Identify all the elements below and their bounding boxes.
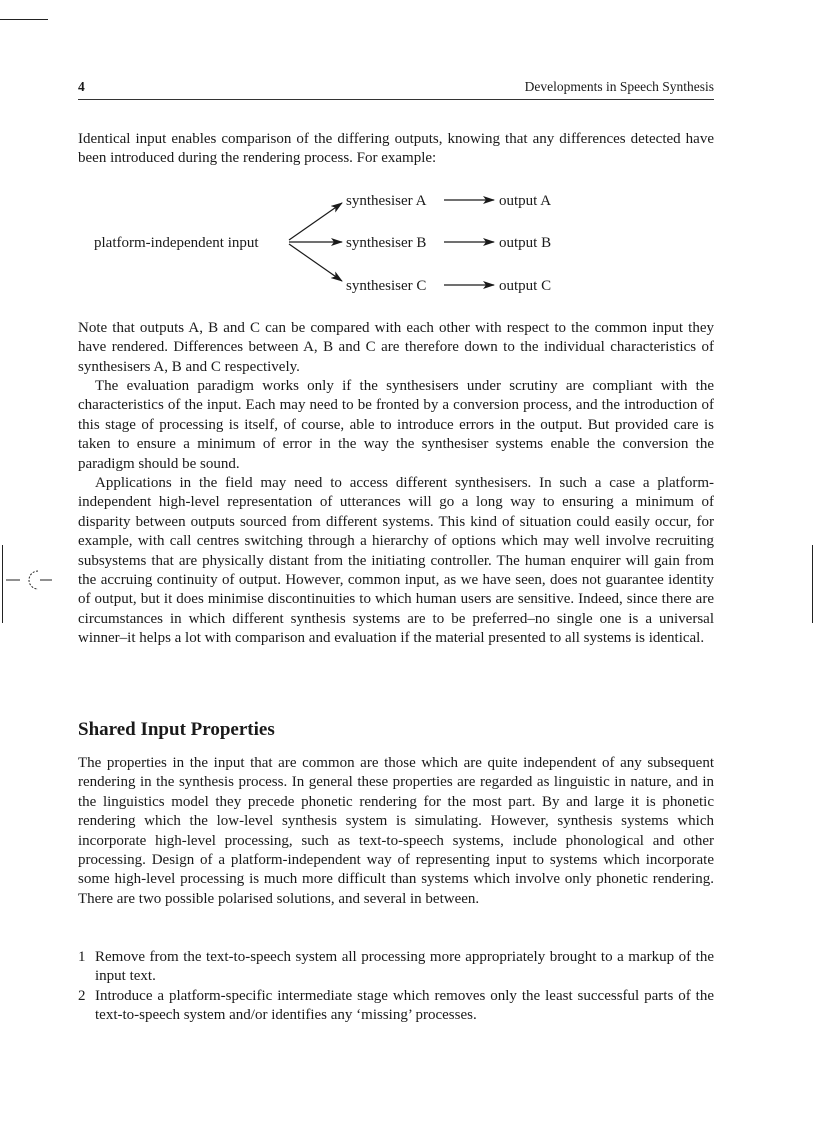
- synthesiser-a-label: synthesiser A: [346, 193, 427, 209]
- body-paragraph-3: Applications in the field may need to access different synthesisers. In such a case a platform-independent high-level representation of utterances will go a long way to ensuring a minimum of disparity between outputs sourced from different systems. This kind of situation could easily occur, for example, with call centres switching through a hierarchy of options which may well involve recruiting subsystems that are physically distant from the initiating controller. The human enquirer will gain from the accruing continuity of output. However, common input, as we have seen, does not guarantee identity of output, but it does minimise discontinuities to which human users are sensitive. Indeed, since there are circumstances in which different synthesis systems are to be preferred–no single one is a universal winner–it helps a lot with comparison and evaluation if the material presented to all systems is identical.: [78, 475, 714, 647]
- fan-arrow-c: [289, 244, 342, 281]
- section-paragraph: The properties in the input that are common are those which are quite independent of any subsequent rendering in the synthesis process. In general these properties are regarded as linguistic in nature, and in the linguistics model they precede phonetic rendering for the most part. By and large it is phonetic rendering which the low-level synthesis system is simulating. However, synthesis systems which incorporate high-level processing, such as text-to-speech systems, include phonological and other processing. Design of a platform-independent way of representing input to systems which incorporate some high-level processing is much more difficult than systems which involve only phonetic rendering. There are two possible polarised solutions, and several in between.: [78, 755, 714, 907]
- intro-paragraph: Identical input enables comparison of the differing outputs, knowing that any differences detected have been introduced during the rendering process. For example:: [78, 131, 714, 167]
- output-c-label: output C: [499, 278, 552, 294]
- output-b-label: output B: [499, 235, 552, 251]
- fan-arrow-a: [289, 203, 342, 240]
- crop-mark-left-vertical: [2, 545, 3, 623]
- list-number: 2: [78, 988, 86, 1004]
- list-item-1: [78, 948, 714, 987]
- registration-mark: [6, 568, 52, 594]
- page-number: 4: [78, 79, 85, 94]
- output-a-label: output A: [499, 193, 552, 209]
- list-number: 1: [78, 949, 86, 965]
- body-paragraph-1: Note that outputs A, B and C can be compared with each other with respect to the common input they have rendered. Differences between A, B and C are therefore down to the individual characteristics of synthesisers A, B and C respectively.: [78, 320, 714, 375]
- diagram-source-label: platform-independent input: [94, 235, 259, 251]
- list-text: Introduce a platform-specific intermediate stage which removes only the least successful parts of the text-to-speech system and/or identifies any ‘missing’ processes.: [95, 988, 714, 1024]
- synthesiser-b-label: synthesiser B: [346, 235, 427, 251]
- synthesiser-c-label: synthesiser C: [346, 278, 427, 294]
- running-header: [78, 79, 714, 100]
- running-title: Developments in Speech Synthesis: [524, 79, 714, 94]
- body-paragraph-2: The evaluation paradigm works only if the synthesisers under scrutiny are compliant with the characteristics of the input. Each may need to be fronted by a conversion process, and the introduction of this stage of processing is itself, of course, able to introduce errors in the output. But provided care is taken to ensure a minimum of error in the way the synthesiser systems enable the conversion the paradigm should be sound.: [78, 378, 714, 472]
- list-text: Remove from the text-to-speech system all processing more appropriately brought to a markup of the input text.: [95, 949, 714, 985]
- section-heading: Shared Input Properties: [78, 719, 275, 740]
- crop-mark-top-left: [0, 19, 48, 20]
- list-item-2: [78, 987, 714, 1026]
- crop-mark-right-vertical: [812, 545, 813, 623]
